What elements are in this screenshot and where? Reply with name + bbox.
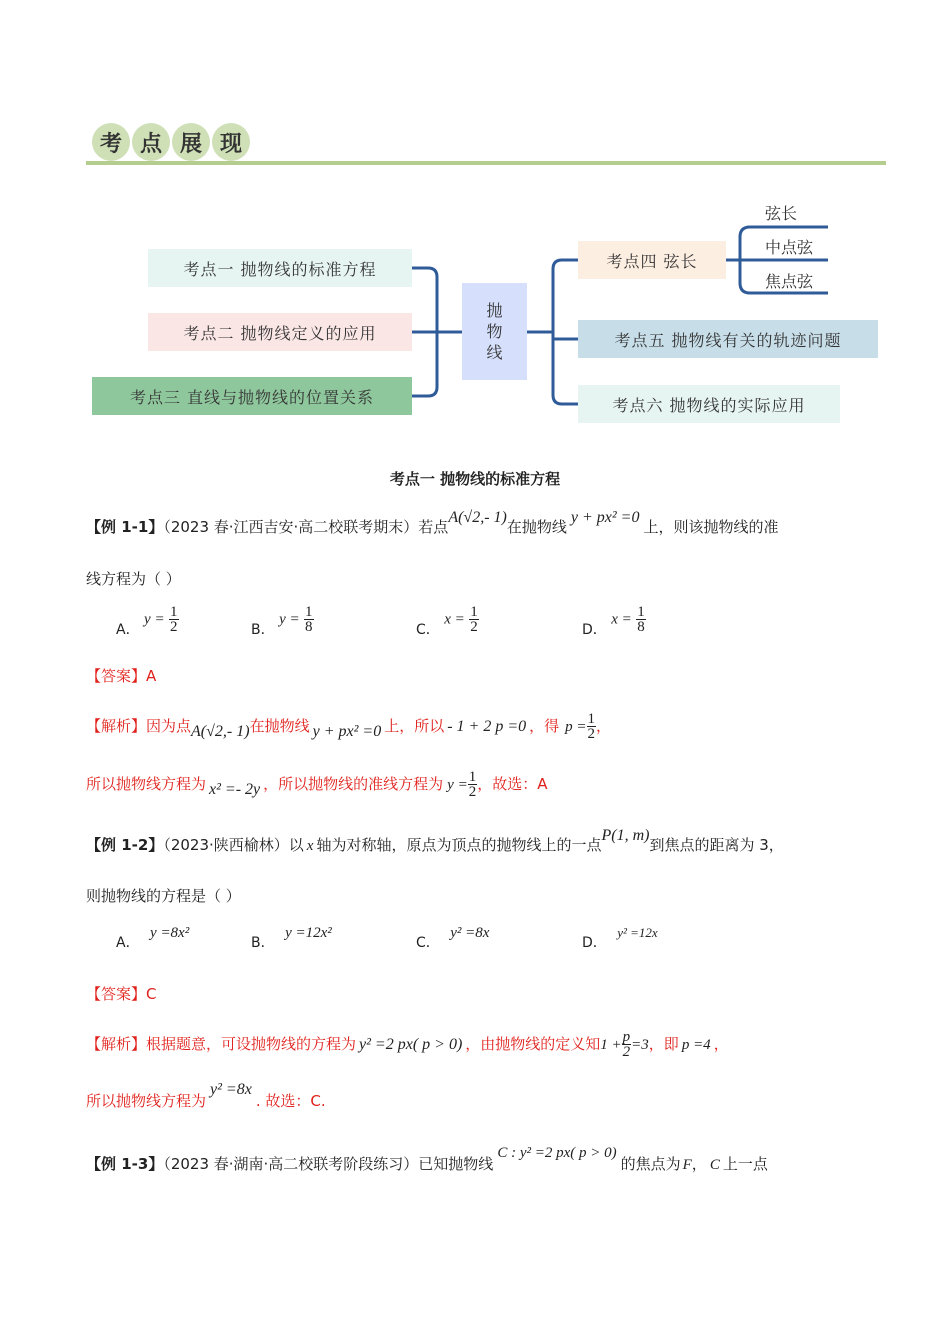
ex1-option-c-var: x = <box>444 611 465 628</box>
ex1-sol2-b: ，所以抛物线的准线方程为 <box>263 775 444 793</box>
ex3-text-b: 的焦点为 <box>620 1155 681 1173</box>
ex2-sol1-d: ， <box>713 1035 729 1053</box>
ex1-sol1-p: p = <box>565 719 587 735</box>
ex3-label: 【例 1-3】 <box>86 1155 164 1173</box>
header-char-2: 点 <box>132 123 170 161</box>
ex1-sol2-y: y = <box>447 777 468 793</box>
node-topic-1: 考点一 抛物线的标准方程 <box>148 249 412 287</box>
ex1-option-d <box>582 604 646 638</box>
node-topic-5: 考点五 抛物线有关的轨迹问题 <box>578 320 878 358</box>
ex1-sol2-num: 1 <box>468 769 477 785</box>
ex3-f-var: F <box>682 1157 692 1173</box>
ex2-sol2-eq: y² =8x <box>210 1081 252 1098</box>
ex1-sol1-eq: y + px² =0 <box>312 723 382 740</box>
ex1-sol1-p-den: 2 <box>587 726 596 742</box>
ex2-option-c <box>416 922 490 951</box>
ex1-sol2-eq: x² =- 2y <box>209 781 261 798</box>
ex2-sol1-frac-num: p <box>622 1029 631 1045</box>
ex2-sol1-eq2a: 1 + <box>600 1037 622 1053</box>
ex3-question-line1 <box>86 1145 768 1174</box>
ex1-solution-line2 <box>86 770 547 799</box>
ex3-text-c: ， <box>691 1155 707 1173</box>
node-center: 抛 物 线 <box>462 283 527 380</box>
ex1-option-b-den: 8 <box>305 619 313 635</box>
ex3-text-a: （2023 春·湖南·高二校联考阶段练习）已知抛物线 <box>163 1155 494 1173</box>
ex1-sol1-c: 上，所以 <box>384 717 445 735</box>
node-topic-2: 考点二 抛物线定义的应用 <box>148 313 412 351</box>
ex2-text-b: 轴为对称轴，原点为顶点的抛物线上的一点 <box>316 836 602 854</box>
ex2-option-d <box>582 922 658 951</box>
ex2-sol1-a: 根据题意，可设抛物线的方程为 <box>146 1035 357 1053</box>
section-title: 考点一 抛物线的标准方程 <box>389 470 561 488</box>
ex1-question-line2: 线方程为（ ） <box>86 570 181 588</box>
ex1-option-c-num: 1 <box>470 604 478 620</box>
ex2-option-a-letter: A． <box>116 935 140 951</box>
leaf-midpoint-chord: 中点弦 <box>765 238 814 257</box>
ex1-option-d-var: x = <box>611 611 632 628</box>
ex1-option-b-num: 1 <box>305 604 313 620</box>
node-topic-6: 考点六 抛物线的实际应用 <box>578 385 840 423</box>
node-topic-4: 考点四 弦长 <box>578 241 726 279</box>
ex1-sol1-end: ， <box>596 717 612 735</box>
ex1-label: 【例 1-1】 <box>86 518 164 536</box>
ex2-option-d-letter: D． <box>582 935 607 951</box>
ex2-point: P(1, m) <box>601 827 650 844</box>
ex2-question-line2: 则抛物线的方程是（ ） <box>86 887 241 905</box>
ex1-sol2-den: 2 <box>468 784 477 800</box>
ex2-question-line1 <box>86 827 784 855</box>
ex2-sol1-c: ，即 <box>648 1035 679 1053</box>
ex1-option-a-letter: A． <box>116 621 140 638</box>
ex2-sol1-eq: y² =2 px( p > 0) <box>359 1036 463 1053</box>
ex1-option-a <box>116 604 179 638</box>
ex1-sol1-eq2: - 1 + 2 p =0 <box>447 718 527 735</box>
ex2-sol2-a: 所以抛物线方程为 <box>86 1092 207 1110</box>
ex2-text-a: （2023·陕西榆林）以 <box>163 836 304 854</box>
header-char-3: 展 <box>172 123 210 161</box>
ex2-label: 【例 1-2】 <box>86 836 164 854</box>
ex2-option-c-eq: y² =8x <box>450 925 490 941</box>
ex2-solution-line2 <box>86 1081 326 1111</box>
ex2-text-c: 到焦点的距离为 3， <box>649 836 784 854</box>
ex1-sol2-a: 所以抛物线方程为 <box>86 775 207 793</box>
leaf-focal-chord: 焦点弦 <box>765 272 814 291</box>
node-topic-3: 考点三 直线与抛物线的位置关系 <box>92 377 412 415</box>
ex2-answer: 【答案】C <box>86 985 157 1003</box>
ex2-solution-line1 <box>86 1030 729 1059</box>
ex1-solution-line1 <box>86 712 611 741</box>
ex1-tail: 上，则该抛物线的准 <box>643 518 779 536</box>
ex1-sol2-c: ，故选：A <box>477 775 548 793</box>
ex3-c-var: C <box>709 1157 720 1173</box>
ex1-point: A(√2,- 1) <box>448 509 507 526</box>
ex1-option-d-den: 8 <box>637 619 645 635</box>
ex1-answer: 【答案】A <box>86 667 157 685</box>
ex2-sol1-eq3: p =4 <box>681 1037 711 1053</box>
header-char-1: 考 <box>92 123 130 161</box>
ex2-solution-label: 【解析】 <box>86 1035 147 1053</box>
ex3-eq: C : y² =2 px( p > 0) <box>497 1145 617 1161</box>
ex1-option-b <box>251 604 314 638</box>
ex1-sol1-d: ，得 <box>529 717 560 735</box>
ex1-option-d-num: 1 <box>637 604 645 620</box>
ex2-option-d-eq: y² =12x <box>617 925 658 940</box>
ex2-option-a <box>116 922 190 951</box>
ex2-option-b-letter: B． <box>251 935 275 951</box>
ex1-option-b-letter: B． <box>251 621 275 638</box>
ex1-eq: y + px² =0 <box>570 509 640 526</box>
ex1-mid: 在抛物线 <box>506 518 567 536</box>
ex1-solution-label: 【解析】 <box>86 717 147 735</box>
ex2-option-c-letter: C． <box>416 935 440 951</box>
ex3-text-d: 上一点 <box>722 1155 768 1173</box>
ex1-option-b-var: y = <box>279 611 300 628</box>
ex2-option-b <box>251 922 332 951</box>
header-char-4: 现 <box>212 123 250 161</box>
ex1-sol1-p-num: 1 <box>587 711 596 727</box>
ex1-option-a-den: 2 <box>170 619 178 635</box>
ex1-sol1-b: 在抛物线 <box>249 717 310 735</box>
ex2-option-b-eq: y =12x² <box>285 925 332 941</box>
ex1-option-a-num: 1 <box>170 604 178 620</box>
ex2-sol1-eq2b: =3 <box>631 1037 649 1053</box>
ex2-sol1-b: ，由抛物线的定义知 <box>465 1035 601 1053</box>
ex1-sol1-point: A(√2,- 1) <box>191 723 250 740</box>
ex2-option-a-eq: y =8x² <box>150 925 190 941</box>
ex2-sol2-b: . 故选：C. <box>255 1092 326 1110</box>
leaf-chord-length: 弦长 <box>765 204 798 223</box>
ex1-sol1-a: 因为点 <box>146 717 192 735</box>
ex1-option-c-letter: C． <box>416 621 440 638</box>
ex1-source: （2023 春·江西吉安·高二校联考期末）若点 <box>163 518 449 536</box>
ex1-option-a-var: y = <box>144 611 165 628</box>
ex1-option-c <box>416 604 479 638</box>
ex1-option-d-letter: D． <box>582 621 607 638</box>
ex1-question-line1 <box>86 509 779 537</box>
ex2-sol1-frac-den: 2 <box>622 1044 631 1060</box>
ex1-option-c-den: 2 <box>470 619 478 635</box>
ex2-x-var: x <box>306 838 314 854</box>
